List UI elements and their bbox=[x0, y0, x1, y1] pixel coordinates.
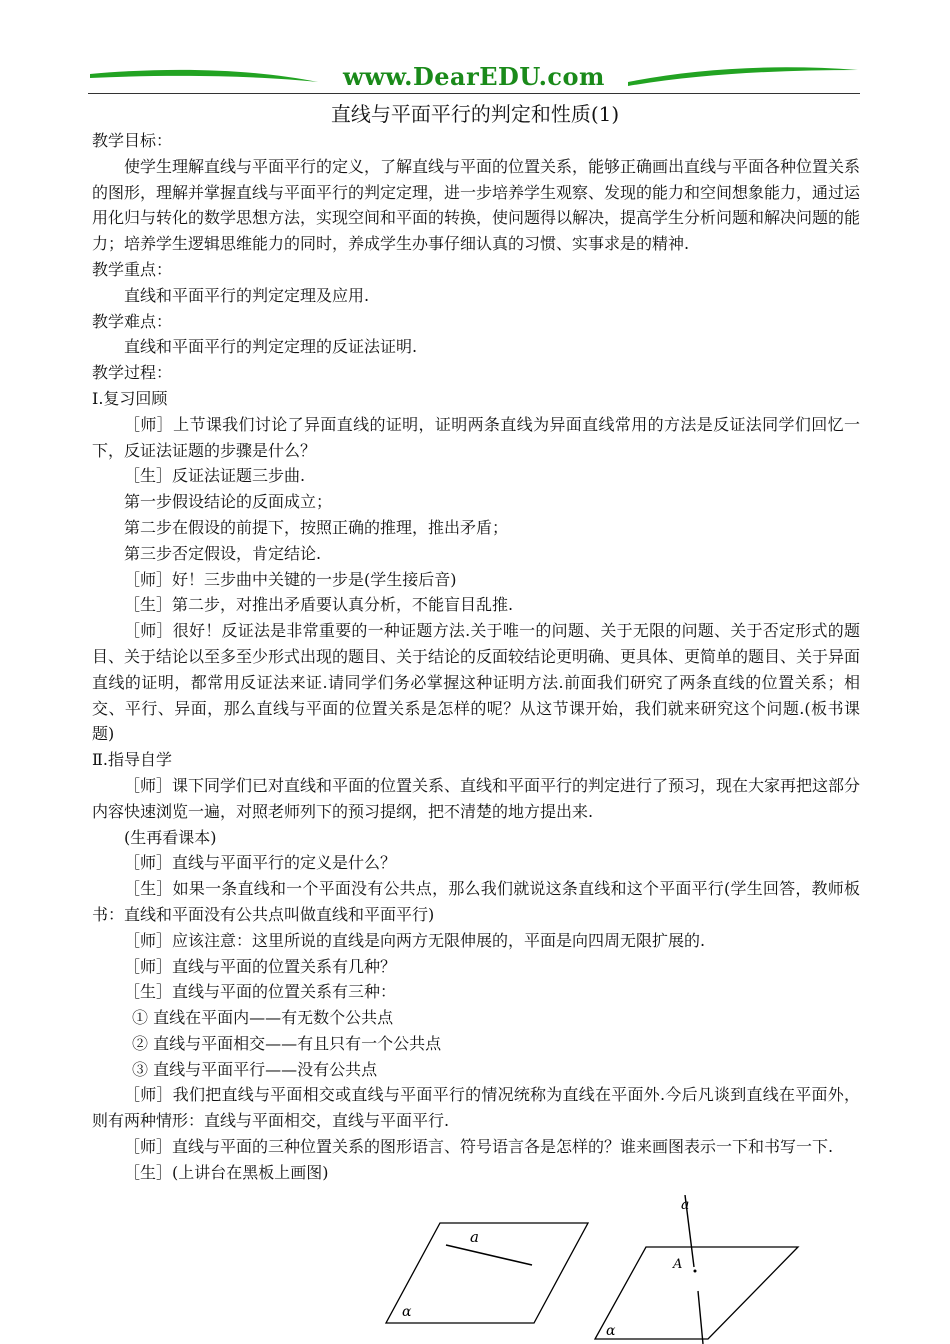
paragraph: (生再看课本) bbox=[124, 827, 217, 847]
paragraph: ［师］应该注意：这里所说的直线是向两方无限伸展的，平面是向四周无限扩展的. bbox=[124, 930, 706, 950]
plane-parallelogram bbox=[386, 1223, 588, 1323]
paragraph: ［生］第二步，对推出矛盾要认真分析，不能盲目乱推. bbox=[124, 595, 514, 615]
goal-text: 使学生理解直线与平面平行的定义，了解直线与平面的位置关系，能够正确画出直线与平面各种位置关系的图形，理解并掌握直线与平面平行的判定定理，进一步培养学生观察、发现的能力和空间想象能力，通过运用化归与转化的数学思想方法，实现空间和平面的转换，使问题得以解决，提高学生分析问题和解决问题的能力；培养学生逻辑思维能力的同时，养成学生办事仔细认真的习惯、实事求是的精神. bbox=[92, 156, 861, 254]
paragraph: ［生］(上讲台在黑板上画图) bbox=[124, 1162, 329, 1182]
paragraph: 第三步否定假设，肯定结论. bbox=[124, 543, 322, 563]
paragraph: ［师］好！三步曲中关键的一步是(学生接后音) bbox=[124, 569, 457, 589]
paragraph: ［师］我们把直线与平面相交或直线与平面平行的情况统称为直线在平面外.今后凡谈到直线在平面外，则有两种情形：直线与平面相交，直线与平面平行. bbox=[92, 1085, 860, 1131]
paragraph: ［生］如果一条直线和一个平面没有公共点，那么我们就说这条直线和这个平面平行(学生回答，教师板书：直线和平面没有公共点叫做直线和平面平行) bbox=[92, 879, 860, 924]
paragraph: ［师］课下同学们已对直线和平面的位置关系、直线和平面平行的判定进行了预习，现在大家再把这部分内容快速浏览一遍，对照老师列下的预习提纲，把不清楚的地方提出来. bbox=[92, 775, 861, 821]
paragraph: ［师］直线与平面的位置关系有几种？ bbox=[124, 956, 397, 976]
line-label: a bbox=[470, 1228, 479, 1246]
difficult-label: 教学难点： bbox=[92, 311, 173, 331]
part1-heading: Ⅰ.复习回顾 bbox=[92, 388, 168, 408]
paragraph: 第二步在假设的前提下，按照正确的推理，推出矛盾； bbox=[124, 517, 509, 537]
plane-parallelogram bbox=[595, 1247, 798, 1339]
paragraph: ［师］很好！反证法是非常重要的一种证题方法.关于唯一的问题、关于无限的问题、关于否定形式的题目、关于结论以至多至少形式出现的题目、关于结论的反面较结论更明确、更具体、更简单的题目、关于异面直线的证明，都常用反证法来证.请同学们务必掌握这种证明方法.前面我们研究了两条直线的位置关系；相交、平行、异面，那么直线与平面的位置关系是怎样的呢？从这节课开始，我们就来研究这个问题.(板书课题) bbox=[92, 621, 861, 744]
list-item: ① 直线在平面内——有无数个公共点 bbox=[132, 1008, 394, 1028]
process-label: 教学过程： bbox=[92, 363, 173, 383]
goal-label: 教学目标： bbox=[92, 131, 173, 150]
paragraph: ［师］上节课我们讨论了异面直线的证明，证明两条直线为异面直线常用的方法是反证法同学们回忆一下，反证法证题的步骤是什么？ bbox=[92, 414, 860, 460]
page-title: 直线与平面平行的判定和性质(1) bbox=[330, 102, 620, 126]
paragraph: 第一步假设结论的反面成立； bbox=[124, 492, 333, 512]
plane-label: α bbox=[402, 1304, 412, 1320]
paragraph: ［生］反证法证题三步曲. bbox=[124, 466, 306, 486]
key-text: 直线和平面平行的判定定理及应用. bbox=[124, 285, 370, 305]
figure-line-intersect-plane bbox=[595, 1195, 798, 1344]
site-logo-text[interactable]: www.DearEDU.com bbox=[343, 62, 605, 91]
list-item: ③ 直线与平面平行——没有公共点 bbox=[132, 1059, 378, 1079]
paragraph: ［师］直线与平面平行的定义是什么？ bbox=[124, 853, 397, 873]
figure-line-in-plane bbox=[386, 1223, 588, 1323]
line-a bbox=[446, 1245, 532, 1265]
header-rule bbox=[88, 93, 860, 94]
plane-label: α bbox=[606, 1323, 616, 1339]
paragraph: ［生］直线与平面的位置关系有三种： bbox=[124, 982, 397, 1002]
list-item: ② 直线与平面相交——有且只有一个公共点 bbox=[132, 1033, 442, 1053]
intersection-point bbox=[694, 1270, 697, 1273]
point-label: A bbox=[673, 1257, 683, 1272]
document-body bbox=[92, 128, 860, 1186]
difficult-text: 直线和平面平行的判定定理的反证法证明. bbox=[124, 337, 418, 357]
site-header bbox=[88, 60, 860, 96]
line-a-lower bbox=[698, 1291, 703, 1344]
key-label: 教学重点： bbox=[92, 259, 173, 279]
geometry-figures bbox=[380, 1195, 860, 1344]
line-label: a bbox=[681, 1197, 690, 1213]
part2-heading: Ⅱ.指导自学 bbox=[92, 750, 172, 770]
paragraph: ［师］直线与平面的三种位置关系的图形语言、符号语言各是怎样的？谁来画图表示一下和书写一下. bbox=[124, 1137, 834, 1157]
